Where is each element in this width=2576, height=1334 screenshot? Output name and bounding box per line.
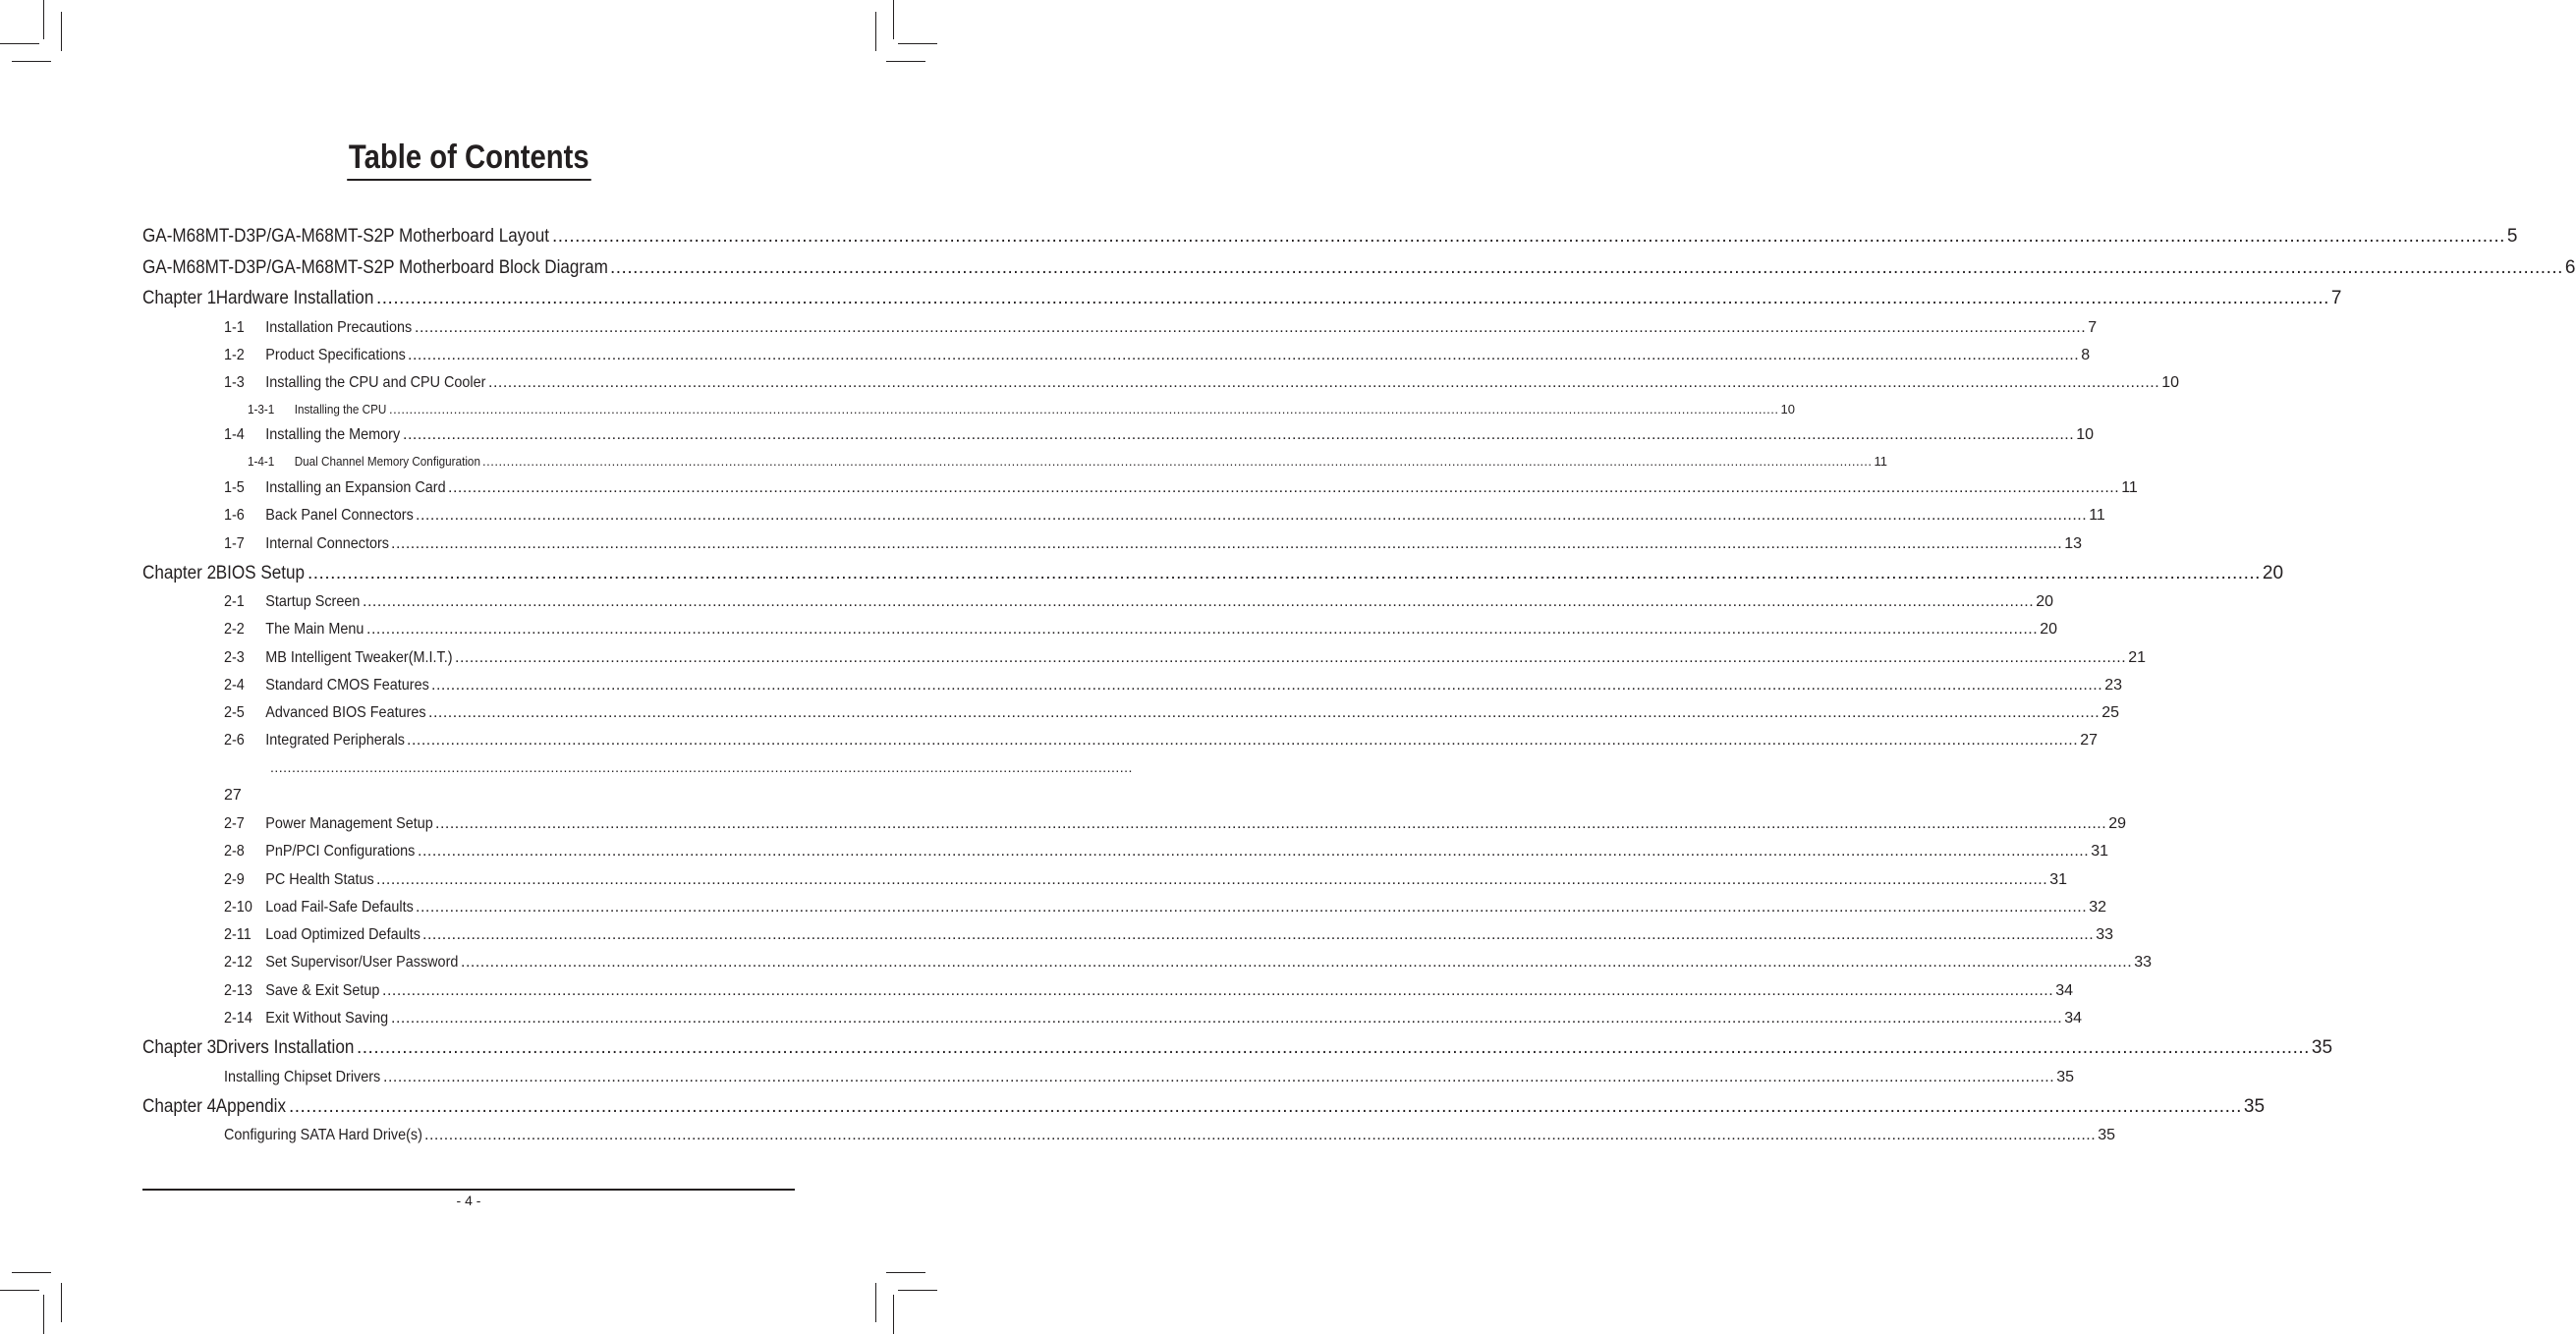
toc-entry-text: Internal Connectors xyxy=(265,535,389,552)
toc-entry-page: 31 xyxy=(2049,871,2067,888)
toc-entry-number: Chapter 3 xyxy=(142,1037,217,1058)
toc-entry-text: BIOS Setup xyxy=(215,563,306,584)
toc-entry-text: Drivers Installation xyxy=(215,1037,355,1058)
toc-entry-label xyxy=(224,982,380,1000)
toc-leader-dots xyxy=(610,257,2563,279)
toc-entry-label xyxy=(142,563,306,584)
toc-entry-number: 1-3 xyxy=(224,374,245,391)
toc-entry-number: 1-2 xyxy=(224,347,245,363)
toc-entry-number: 2-5 xyxy=(224,704,245,721)
toc-entry[interactable] xyxy=(224,649,2146,667)
toc-entry-label-text xyxy=(224,1069,380,1086)
crop-mark xyxy=(0,1290,39,1291)
toc-entry-page: 20 xyxy=(2262,563,2284,584)
page-title: Table of Contents xyxy=(347,136,590,181)
toc-entry-text: Installing the CPU and CPU Cooler xyxy=(265,374,486,391)
toc-entry[interactable] xyxy=(142,226,2518,248)
wrapped-page-number: 27 xyxy=(224,787,242,804)
toc-entry-label xyxy=(224,507,414,525)
toc-entry-text: Hardware Installation xyxy=(215,288,374,308)
toc-entry-page: 7 xyxy=(2088,319,2098,336)
toc-entry[interactable] xyxy=(224,954,2152,972)
toc-entry-label xyxy=(142,288,374,309)
toc-leader-dots xyxy=(383,1069,2054,1086)
toc-entry-page: 11 xyxy=(1874,454,1887,469)
toc-entry-label xyxy=(224,479,446,497)
toc-entry-page: 21 xyxy=(2128,649,2146,666)
footer-rule xyxy=(142,1189,795,1191)
toc-entry-page: 8 xyxy=(2081,347,2091,363)
toc-entry[interactable] xyxy=(224,1127,2115,1144)
crop-mark xyxy=(886,1272,925,1273)
toc-entry-label-text xyxy=(142,563,305,584)
toc-entry-label xyxy=(224,535,389,553)
toc-entry-label-text xyxy=(224,677,429,695)
toc-leader-dots xyxy=(403,426,2074,444)
toc-entry-number: 2-12 xyxy=(224,954,252,971)
toc-entry-label-text xyxy=(224,926,420,944)
toc-entry-number: 1-4 xyxy=(224,426,245,443)
toc-entry-page: 33 xyxy=(2096,926,2113,943)
toc-entry-label xyxy=(224,649,453,667)
toc-entry-number: 2-6 xyxy=(224,732,245,749)
toc-entry[interactable] xyxy=(224,593,2053,611)
toc-leader-dots xyxy=(448,479,2119,497)
toc-leader-dots xyxy=(376,288,2329,309)
toc-leader-dots xyxy=(435,815,2106,833)
toc-entry-number: 1-4-1 xyxy=(248,454,275,469)
toc-entry-label-text xyxy=(224,871,374,889)
page-number: - 4 - xyxy=(456,1193,481,1208)
toc-entry-text: Appendix xyxy=(215,1096,287,1117)
toc-entry-label xyxy=(142,1037,355,1059)
wrapped-leader-dots: ........................................................................................................................................................................................................ xyxy=(270,759,1133,775)
toc-entry-label-text xyxy=(224,732,405,750)
toc-entry-number: 2-13 xyxy=(224,982,252,999)
toc-entry-page: 5 xyxy=(2506,226,2518,247)
toc-entry-text: Dual Channel Memory Configuration xyxy=(294,454,480,469)
toc-entry-text: Load Fail-Safe Defaults xyxy=(265,899,414,916)
toc-entry[interactable] xyxy=(142,563,2284,584)
toc-entry-page: 32 xyxy=(2089,899,2106,916)
toc-leader-dots xyxy=(308,563,2261,584)
toc-entry-text: Installing the Memory xyxy=(265,426,401,443)
toc-entry-label xyxy=(224,926,420,944)
toc-entry-number: 2-14 xyxy=(224,1010,252,1027)
toc-entry-label xyxy=(142,1096,287,1118)
toc-entry-number: 1-7 xyxy=(224,535,245,552)
toc-entry[interactable] xyxy=(224,621,2057,639)
toc-entry[interactable] xyxy=(224,815,2126,833)
toc-leader-dots xyxy=(382,982,2053,1000)
crop-mark xyxy=(893,1295,894,1334)
toc-leader-dots xyxy=(416,899,2087,917)
toc-leader-dots xyxy=(552,226,2505,248)
toc-entry-text: Power Management Setup xyxy=(265,815,433,832)
toc-entry-text: Installing Chipset Drivers xyxy=(224,1069,381,1085)
crop-mark xyxy=(898,1290,937,1291)
toc-leader-dots xyxy=(415,319,2086,337)
toc-entry[interactable] xyxy=(224,479,2138,497)
toc-entry-label xyxy=(224,374,486,392)
crop-mark xyxy=(12,1272,51,1273)
toc-entry-label xyxy=(224,871,374,889)
toc-entry-page: 10 xyxy=(2076,426,2094,443)
toc-entry-page: 35 xyxy=(2311,1037,2333,1058)
crop-mark xyxy=(893,0,894,39)
toc-leader-dots xyxy=(289,1096,2242,1118)
toc-entry-text: Installation Precautions xyxy=(265,319,413,336)
toc-entry[interactable] xyxy=(142,1037,2333,1059)
toc-entry-text: The Main Menu xyxy=(265,621,364,638)
toc-entry[interactable] xyxy=(224,899,2106,917)
toc-entry-label-text xyxy=(224,1010,388,1028)
toc-entry-page: 6 xyxy=(2564,257,2576,278)
toc-entry-label-text xyxy=(224,954,458,972)
toc-entry-label-text xyxy=(224,899,414,917)
toc-entry-label xyxy=(224,621,364,639)
toc-entry-label xyxy=(224,426,401,444)
toc-entry-page: 10 xyxy=(1780,402,1795,417)
toc-entry[interactable] xyxy=(248,402,1795,417)
toc-entry[interactable] xyxy=(224,982,2073,1000)
toc-entry-number: Chapter 2 xyxy=(142,563,217,584)
toc-leader-dots xyxy=(357,1037,2310,1059)
toc-entry-label-text xyxy=(224,374,485,392)
toc-entry-label-text xyxy=(224,843,415,861)
toc-entry-number: 2-4 xyxy=(224,677,245,694)
toc-entry-number: 1-3-1 xyxy=(248,402,275,417)
toc-entry-page: 25 xyxy=(2101,704,2119,721)
toc-entry-page: 34 xyxy=(2064,1010,2082,1027)
toc-leader-dots xyxy=(407,732,2078,750)
toc-entry-text: Installing the CPU xyxy=(294,402,387,417)
toc-leader-dots xyxy=(455,649,2126,667)
toc-leader-dots xyxy=(461,954,2132,972)
toc-entry-number: 2-1 xyxy=(224,593,245,610)
toc-entry-label-text xyxy=(142,226,549,248)
toc-entry-label xyxy=(224,1069,381,1086)
toc-entry-number: 2-9 xyxy=(224,871,245,888)
toc-leader-dots xyxy=(376,871,2047,889)
toc-leader-dots xyxy=(431,677,2102,695)
toc-entry-number: 1-1 xyxy=(224,319,245,336)
toc-leader-dots xyxy=(482,454,1872,469)
toc-entry-text: PnP/PCI Configurations xyxy=(265,843,416,860)
toc-entry-label xyxy=(224,843,416,861)
toc-entry-text: Load Optimized Defaults xyxy=(265,926,420,943)
toc-entry[interactable] xyxy=(224,347,2091,364)
toc-entry-number: 2-8 xyxy=(224,843,245,860)
toc-entry-page: 20 xyxy=(2040,621,2057,638)
toc-entry-label xyxy=(224,899,414,917)
toc-entry-label xyxy=(142,226,550,248)
toc-leader-dots xyxy=(422,926,2094,944)
toc-entry-label xyxy=(224,593,361,611)
toc-entry-text: Installing an Expansion Card xyxy=(265,479,446,496)
toc-entry[interactable] xyxy=(142,257,2576,279)
toc-leader-dots xyxy=(391,535,2062,553)
toc-entry-page: 35 xyxy=(2056,1069,2074,1085)
toc-leader-dots xyxy=(391,1010,2062,1028)
toc-entry-label-text xyxy=(224,815,433,833)
toc-entry[interactable] xyxy=(224,319,2098,337)
toc-entry-label-text xyxy=(142,288,373,309)
toc-entry-text: Save & Exit Setup xyxy=(265,982,380,999)
toc-entry-label xyxy=(224,677,429,695)
toc-entry-label-text xyxy=(224,1127,422,1144)
toc-entry-label xyxy=(224,954,459,972)
toc-entry-text: MB Intelligent Tweaker(M.I.T.) xyxy=(265,649,453,666)
crop-mark xyxy=(886,61,925,62)
crop-mark xyxy=(61,1283,62,1322)
toc-entry-text: GA-M68MT-D3P/GA-M68MT-S2P Motherboard Layout xyxy=(142,226,550,247)
toc-leader-dots xyxy=(416,507,2087,525)
toc-entry[interactable] xyxy=(142,288,2342,309)
toc-entry-text: Product Specifications xyxy=(265,347,406,363)
toc-entry-page: 33 xyxy=(2134,954,2152,971)
toc-entry[interactable] xyxy=(142,1096,2266,1118)
toc-entry[interactable] xyxy=(224,871,2067,889)
crop-mark xyxy=(0,43,39,44)
toc-entry[interactable] xyxy=(224,732,2098,750)
toc-entry-label-text xyxy=(224,621,364,639)
toc-entry-text: Set Supervisor/User Password xyxy=(265,954,459,971)
toc-entry-label-text xyxy=(224,319,412,337)
toc-entry-text: Back Panel Connectors xyxy=(265,507,414,524)
toc-entry-label-text xyxy=(224,593,360,611)
toc-entry-page: 10 xyxy=(2161,374,2179,391)
toc-leader-dots xyxy=(424,1127,2096,1144)
toc-entry[interactable] xyxy=(224,535,2082,553)
toc-entry-text: Integrated Peripherals xyxy=(265,732,405,749)
toc-entry-label xyxy=(224,1010,389,1028)
toc-entry-page: 34 xyxy=(2055,982,2073,999)
toc-entry-page: 11 xyxy=(2121,479,2138,496)
toc-entry-label xyxy=(224,704,426,722)
toc-entry-number: 2-11 xyxy=(224,926,252,943)
toc-entry-page: 11 xyxy=(2089,507,2105,524)
toc-entry[interactable] xyxy=(224,507,2105,525)
toc-entry-number: 2-10 xyxy=(224,899,252,916)
toc-entry-page: 13 xyxy=(2064,535,2082,552)
toc-entry-label xyxy=(224,347,406,364)
toc-leader-dots xyxy=(488,374,2159,392)
toc-entry-label-text xyxy=(224,649,452,667)
toc-entry-label-text xyxy=(142,1096,286,1118)
toc-entry-text: Configuring SATA Hard Drive(s) xyxy=(224,1127,422,1143)
crop-mark xyxy=(875,1283,876,1322)
toc-leader-dots xyxy=(408,347,2079,364)
toc-entry-label xyxy=(224,815,433,833)
page-title-wrap xyxy=(0,136,937,181)
toc-entry-page: 31 xyxy=(2091,843,2108,860)
toc-entry[interactable] xyxy=(224,1069,2074,1086)
toc-leader-dots xyxy=(363,593,2034,611)
toc-leader-dots xyxy=(418,843,2089,861)
toc-entry-label-text xyxy=(224,347,406,364)
toc-entry[interactable] xyxy=(224,677,2122,695)
toc-entry-label xyxy=(142,257,608,279)
toc-entry-label xyxy=(224,1127,422,1144)
toc-entry-page: 29 xyxy=(2108,815,2126,832)
toc-entry-text: Standard CMOS Features xyxy=(265,677,429,694)
toc-entry[interactable] xyxy=(224,1010,2082,1028)
toc-entry-label-text xyxy=(142,257,608,279)
toc-entry-label xyxy=(248,454,480,469)
toc-entry-page: 20 xyxy=(2036,593,2053,610)
toc-entry-label xyxy=(224,732,405,750)
toc-entry-label-text xyxy=(142,1037,354,1059)
toc-entry-label xyxy=(248,402,387,417)
toc-entry-page: 23 xyxy=(2104,677,2122,694)
toc-entry-label-text xyxy=(224,704,426,722)
toc-entry-label-text xyxy=(224,479,446,497)
toc-leader-dots xyxy=(366,621,2038,639)
toc-entry[interactable] xyxy=(224,704,2119,722)
toc-entry-page: 35 xyxy=(2243,1096,2266,1117)
toc-entry-text: GA-M68MT-D3P/GA-M68MT-S2P Motherboard Block Diagram xyxy=(142,257,608,278)
toc-entry-number: Chapter 1 xyxy=(142,288,217,308)
toc-entry[interactable] xyxy=(224,374,2179,392)
toc-entry-text: Advanced BIOS Features xyxy=(265,704,426,721)
toc-entry-page: 27 xyxy=(2080,732,2098,749)
toc-entry-label-text xyxy=(224,426,400,444)
toc-entry-number: 2-7 xyxy=(224,815,245,832)
toc-entry[interactable] xyxy=(224,926,2113,944)
toc-entry-label xyxy=(224,319,413,337)
toc-entry[interactable] xyxy=(224,843,2108,861)
toc-entry-label-text xyxy=(224,535,389,553)
toc-entry-number: 2-2 xyxy=(224,621,245,638)
toc-entry-label-text xyxy=(248,402,386,417)
toc-entry-label-text xyxy=(224,982,379,1000)
toc-leader-dots xyxy=(389,402,1778,417)
crop-mark xyxy=(43,0,44,39)
toc-entry-number: Chapter 4 xyxy=(142,1096,217,1117)
toc-entry-number: 1-5 xyxy=(224,479,245,496)
toc-entry-number: 1-6 xyxy=(224,507,245,524)
crop-mark xyxy=(898,43,937,44)
crop-mark xyxy=(61,12,62,51)
toc-entry-page: 7 xyxy=(2330,288,2342,308)
toc-entry-text: Exit Without Saving xyxy=(265,1010,389,1027)
crop-mark xyxy=(875,12,876,51)
toc-entry[interactable] xyxy=(248,454,1887,469)
toc-entry[interactable] xyxy=(224,426,2094,444)
crop-mark xyxy=(43,1295,44,1334)
toc-leader-dots xyxy=(428,704,2100,722)
toc-entry-label-text xyxy=(248,454,480,469)
toc-entry-text: Startup Screen xyxy=(265,593,361,610)
toc-entry-page: 35 xyxy=(2098,1127,2115,1143)
toc-entry-label-text xyxy=(224,507,414,525)
crop-mark xyxy=(12,61,51,62)
toc-entry-text: PC Health Status xyxy=(265,871,374,888)
toc-entry-number: 2-3 xyxy=(224,649,245,666)
